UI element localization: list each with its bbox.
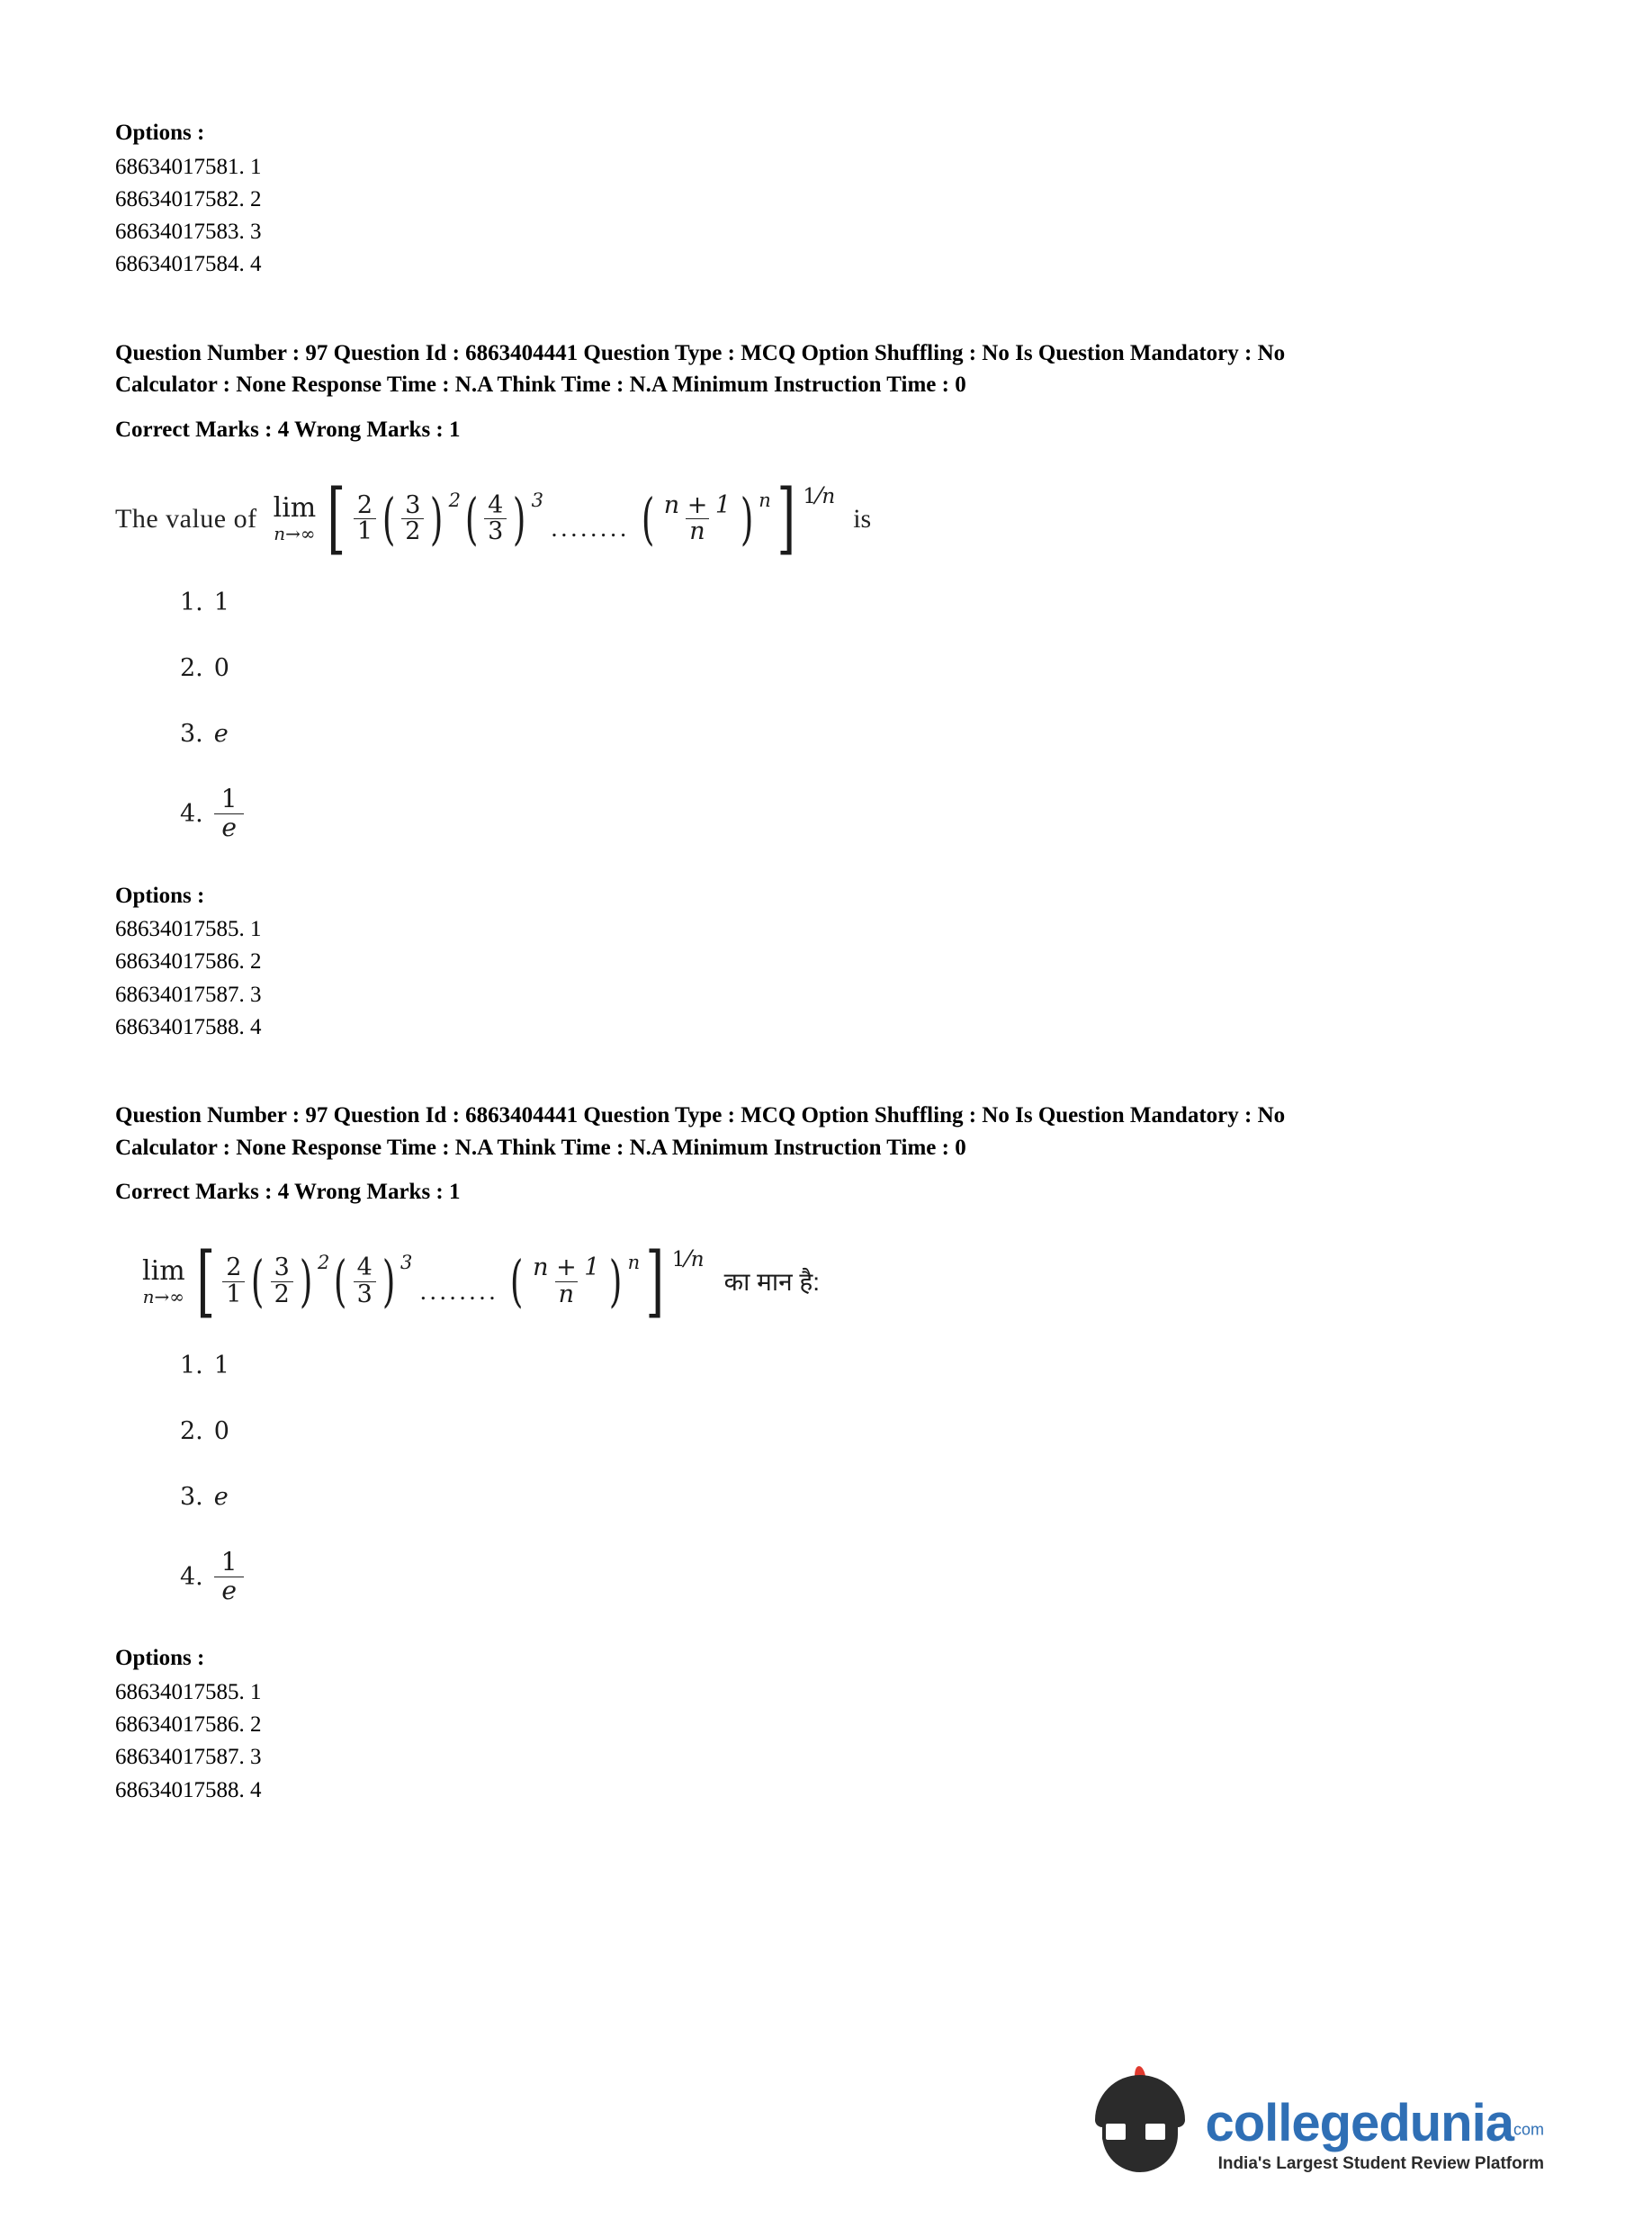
- meta-marks: Correct Marks : 4 Wrong Marks : 1: [115, 1180, 461, 1205]
- paren-close: ): [299, 1248, 313, 1315]
- choice-label: 4.: [180, 1562, 203, 1591]
- option-line: 68634017584. 4: [115, 252, 262, 277]
- option-line: 68634017587. 3: [115, 1745, 262, 1770]
- option-line: 68634017581. 1: [115, 154, 262, 179]
- limit-subscript: n→∞: [274, 523, 316, 545]
- limit-operator: [273, 492, 317, 545]
- choice-fraction-denominator: e: [214, 813, 244, 842]
- question-tail-text-hindi: का मान है:: [723, 1268, 821, 1297]
- option-line: 68634017582. 2: [115, 186, 262, 211]
- paren-open: (: [382, 485, 396, 552]
- option-line: 68634017587. 3: [115, 982, 262, 1007]
- limit-label: lim: [142, 1254, 185, 1287]
- option-line: 68634017586. 2: [115, 1712, 262, 1738]
- fraction-3-over-2: [271, 1255, 293, 1307]
- fraction-numerator: 4: [356, 1253, 373, 1282]
- fraction-numerator: 3: [274, 1253, 290, 1282]
- student-mascot-icon: [1090, 2070, 1190, 2176]
- choice-label: 2.: [180, 654, 203, 683]
- fraction-denominator: 1: [354, 518, 376, 544]
- fraction-n-plus-1-over-n: [529, 1255, 603, 1307]
- fraction-numerator: 2: [226, 1253, 242, 1282]
- options-heading: Options :: [115, 883, 205, 908]
- question-meta-english: [115, 337, 1519, 446]
- limit-subscript: n→∞: [142, 1285, 184, 1307]
- fraction-denominator: 1: [222, 1281, 245, 1307]
- brand-tagline: India's Largest Student Review Platform: [1217, 2154, 1544, 2173]
- fraction-denominator: n: [686, 518, 708, 544]
- choice-value: 1: [213, 1351, 229, 1379]
- limit-label: lim: [273, 492, 317, 525]
- slash: ⁄: [817, 483, 822, 510]
- choice-label: 1.: [180, 588, 203, 617]
- exponent: 2: [317, 1252, 330, 1274]
- collegedunia-logo: [1090, 2070, 1544, 2176]
- fraction-2-over-1: [354, 490, 376, 546]
- choice-label: 4.: [180, 799, 203, 828]
- question-body-english: [115, 473, 1519, 1044]
- fraction-denominator: 3: [354, 1281, 376, 1307]
- fraction-2-over-1: [222, 1255, 245, 1307]
- document-content: [115, 117, 1519, 1807]
- choice-label: 3.: [180, 1482, 203, 1511]
- fraction-n-plus-1-over-n: [660, 490, 734, 546]
- paren-open: (: [251, 1248, 265, 1315]
- brand-name-part-2: dunia: [1378, 2094, 1513, 2152]
- choice-item[interactable]: [180, 1417, 1519, 1445]
- paren-open: (: [509, 1248, 524, 1315]
- fraction-numerator: n + 1: [533, 1253, 600, 1282]
- fraction-numerator: n + 1: [663, 490, 732, 519]
- math-expression-hindi: [142, 1235, 1519, 1326]
- choice-list-english: [180, 588, 1519, 842]
- bracket-open: [: [327, 473, 346, 563]
- math-expression-english: [115, 473, 1519, 563]
- meta-line-1: Question Number : 97 Question Id : 6863404441 Question Type : MCQ Option Shuffling : No Is Question Mandatory : No: [115, 1103, 1286, 1128]
- group-n-plus-1-over-n: [506, 1248, 641, 1315]
- outer-exponent-numerator: 1: [671, 1247, 686, 1271]
- meta-line-2: Calculator : None Response Time : N.A Think Time : N.A Minimum Instruction Time : 0: [115, 373, 966, 397]
- glasses-bridge: [1129, 2129, 1142, 2133]
- ellipsis: ........: [419, 1278, 498, 1305]
- choice-item[interactable]: [180, 654, 1519, 682]
- choice-value: 0: [213, 1416, 229, 1445]
- outer-exponent: [803, 483, 835, 510]
- bracket-open: [: [196, 1235, 215, 1326]
- exponent: n: [627, 1252, 641, 1274]
- choice-fraction-denominator: e: [214, 1577, 244, 1605]
- choice-item[interactable]: [180, 1483, 1519, 1511]
- choice-list-hindi: [180, 1352, 1519, 1605]
- paren-close: ): [430, 485, 444, 552]
- options-block-hindi: [115, 1642, 1519, 1807]
- paren-open: (: [334, 1248, 347, 1315]
- option-line: 68634017588. 4: [115, 1777, 262, 1802]
- brand-name-part-1: college: [1205, 2094, 1379, 2152]
- option-line: 68634017588. 4: [115, 1014, 262, 1039]
- paren-open: (: [641, 485, 654, 552]
- option-line: 68634017585. 1: [115, 1679, 262, 1704]
- paren-close: ): [740, 485, 754, 552]
- choice-value-fraction: [214, 1546, 245, 1605]
- choice-item[interactable]: [180, 720, 1519, 748]
- paren-close: ): [609, 1248, 623, 1315]
- ellipsis: ........: [550, 516, 630, 543]
- options-heading: Options :: [115, 121, 205, 145]
- fraction-numerator: 3: [405, 490, 421, 519]
- group-n-plus-1-over-n: [637, 485, 771, 552]
- choice-label: 1.: [180, 1351, 203, 1379]
- glasses-right-lens: [1142, 2120, 1169, 2143]
- outer-exponent-denominator: n: [822, 485, 836, 508]
- fraction-numerator: 2: [356, 490, 373, 519]
- choice-value: e: [213, 1482, 229, 1511]
- choice-value: e: [213, 720, 229, 749]
- meta-marks: Correct Marks : 4 Wrong Marks : 1: [115, 417, 461, 442]
- choice-item[interactable]: [180, 588, 1519, 616]
- choice-fraction-numerator: 1: [220, 1546, 238, 1577]
- option-line: 68634017583. 3: [115, 220, 262, 244]
- exponent: 3: [531, 489, 543, 511]
- options-heading: Options :: [115, 1646, 205, 1671]
- glasses-left-lens: [1102, 2120, 1129, 2143]
- bracket-close: ]: [645, 1235, 665, 1326]
- exponent: n: [759, 489, 771, 511]
- limit-operator: [142, 1254, 185, 1307]
- question-body-hindi: [115, 1235, 1519, 1807]
- outer-exponent-denominator: n: [690, 1247, 705, 1271]
- meta-line-2: Calculator : None Response Time : N.A Think Time : N.A Minimum Instruction Time : 0: [115, 1135, 966, 1160]
- paren-close: ): [382, 1248, 396, 1315]
- exponent: 3: [400, 1252, 413, 1274]
- exponent: 2: [448, 489, 461, 511]
- group-3-over-2: [378, 485, 461, 552]
- option-line: 68634017586. 2: [115, 949, 262, 975]
- slash: ⁄: [686, 1245, 690, 1273]
- paren-close: ): [513, 485, 526, 552]
- options-block-previous: [115, 117, 1519, 282]
- fraction-4-over-3: [354, 1255, 376, 1307]
- group-4-over-3: [329, 1248, 413, 1315]
- choice-fraction-numerator: 1: [220, 784, 238, 814]
- choice-item[interactable]: [180, 1352, 1519, 1379]
- question-lead-text: The value of: [115, 503, 257, 534]
- logo-text-block: [1205, 2094, 1544, 2176]
- choice-value-fraction: [214, 786, 245, 842]
- fraction-3-over-2: [401, 490, 424, 546]
- fraction-numerator: 4: [488, 490, 504, 519]
- fraction-denominator: 2: [401, 518, 424, 544]
- question-tail-text: is: [853, 503, 872, 534]
- choice-label: 3.: [180, 720, 203, 749]
- options-block-english: [115, 880, 1519, 1045]
- fraction-denominator: 2: [271, 1281, 293, 1307]
- fraction-4-over-3: [484, 490, 507, 546]
- choice-value: 1: [213, 588, 229, 617]
- group-4-over-3: [461, 485, 543, 552]
- choice-item[interactable]: [180, 786, 1519, 842]
- question-meta-hindi: [115, 1100, 1519, 1208]
- brand-domain-suffix: com: [1513, 2120, 1544, 2139]
- outer-exponent-numerator: 1: [803, 485, 817, 508]
- outer-exponent: [672, 1246, 705, 1273]
- option-line: 68634017585. 1: [115, 917, 262, 942]
- bracket-close: ]: [777, 473, 795, 563]
- group-3-over-2: [247, 1248, 330, 1315]
- fraction-denominator: 3: [484, 518, 507, 544]
- fraction-denominator: n: [555, 1281, 578, 1307]
- choice-item[interactable]: [180, 1546, 1519, 1605]
- choice-value: 0: [213, 654, 229, 683]
- choice-label: 2.: [180, 1416, 203, 1445]
- paren-open: (: [464, 485, 479, 552]
- meta-line-1: Question Number : 97 Question Id : 6863404441 Question Type : MCQ Option Shuffling : No Is Question Mandatory : No: [115, 340, 1286, 365]
